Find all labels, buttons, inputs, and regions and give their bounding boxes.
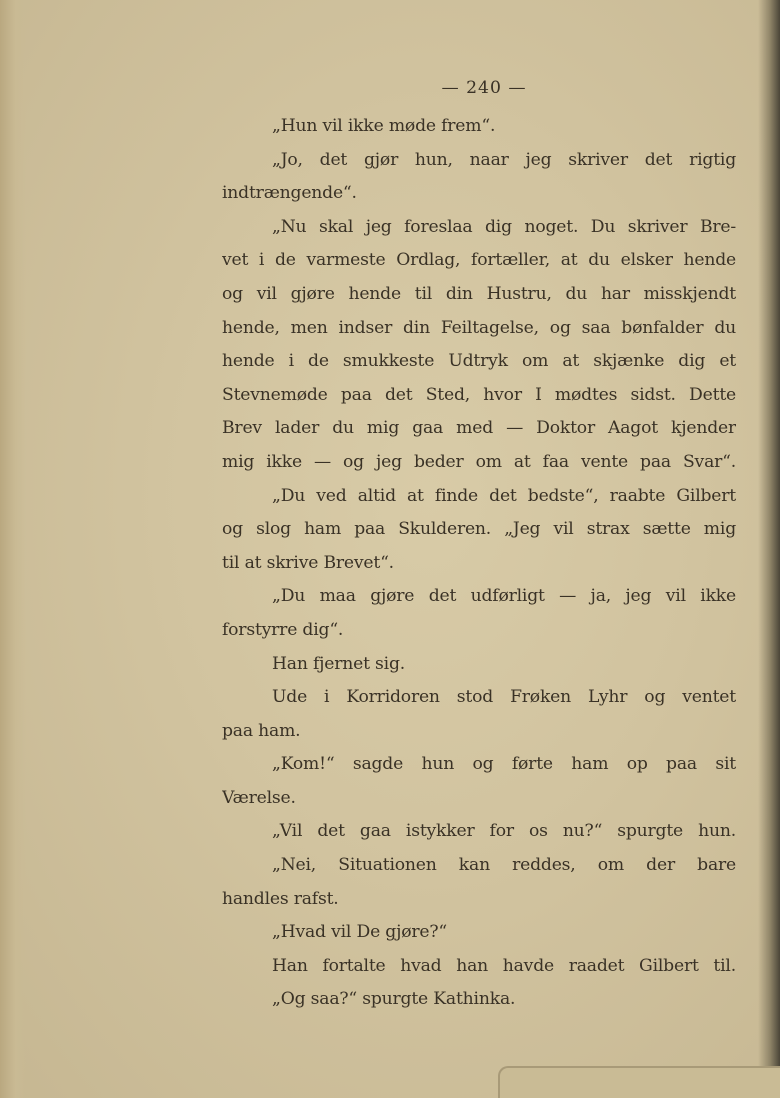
text-line: Han fjernet sig. (272, 653, 406, 674)
text-line: „Nei, Situationen kan reddes, om der bare (272, 855, 736, 876)
text-line: „Vil det gaa istykker for os nu?“ spurgte hun. (272, 821, 736, 842)
text-line: hende i de smukkeste Udtryk om at skjænke dig et (222, 351, 736, 372)
page-text-block (222, 74, 736, 1017)
page-number: — 240 — (441, 78, 527, 98)
text-line: „Du maa gjøre det udførligt — ja, jeg vil ikke (272, 586, 736, 607)
text-line: mig ikke — og jeg beder om at faa vente paa Svar“. (222, 451, 736, 472)
text-line: „Hun vil ikke møde frem“. (272, 116, 496, 136)
text-line: paa ham. (222, 720, 301, 741)
text-line: „Jo, det gjør hun, naar jeg skriver det rigtig (272, 149, 736, 170)
text-line: Brev lader du mig gaa med — Doktor Aagot kjender (222, 418, 736, 439)
text-line: „Og saa?“ spurgte Kathinka. (272, 989, 516, 1010)
text-line: hende, men indser din Feiltagelse, og saa bønfalder du (222, 317, 736, 338)
text-line: „Du ved altid at finde det bedste“, raabte Gilbert (272, 485, 736, 506)
text-line: „Kom!“ sagde hun og førte ham op paa sit (272, 754, 736, 775)
text-line: vet i de varmeste Ordlag, fortæller, at du elsker hende (222, 250, 736, 271)
text-line: Værelse. (222, 787, 296, 808)
text-line: og vil gjøre hende til din Hustru, du har misskjendt (222, 283, 736, 304)
text-line: og slog ham paa Skulderen. „Jeg vil strax sætte mig (222, 519, 736, 540)
page-gutter-shadow (0, 0, 26, 1098)
text-line: Ude i Korridoren stod Frøken Lyhr og ventet (272, 687, 736, 708)
text-line: Han fortalte hvad han havde raadet Gilbert til. (272, 955, 736, 976)
text-line: handles rafst. (222, 888, 339, 909)
text-line: Stevnemøde paa det Sted, hvor I mødtes sidst. Dette (222, 384, 736, 405)
text-line: forstyrre dig“. (222, 619, 344, 640)
page-corner-fold (498, 1066, 780, 1098)
text-line: til at skrive Brevet“. (222, 552, 394, 573)
text-line: „Nu skal jeg foreslaa dig noget. Du skriver Bre- (272, 216, 736, 237)
text-line: indtrængende“. (222, 183, 357, 204)
text-line: „Hvad vil De gjøre?“ (272, 922, 447, 943)
page-right-edge (758, 0, 780, 1098)
text-lines (222, 110, 736, 1017)
